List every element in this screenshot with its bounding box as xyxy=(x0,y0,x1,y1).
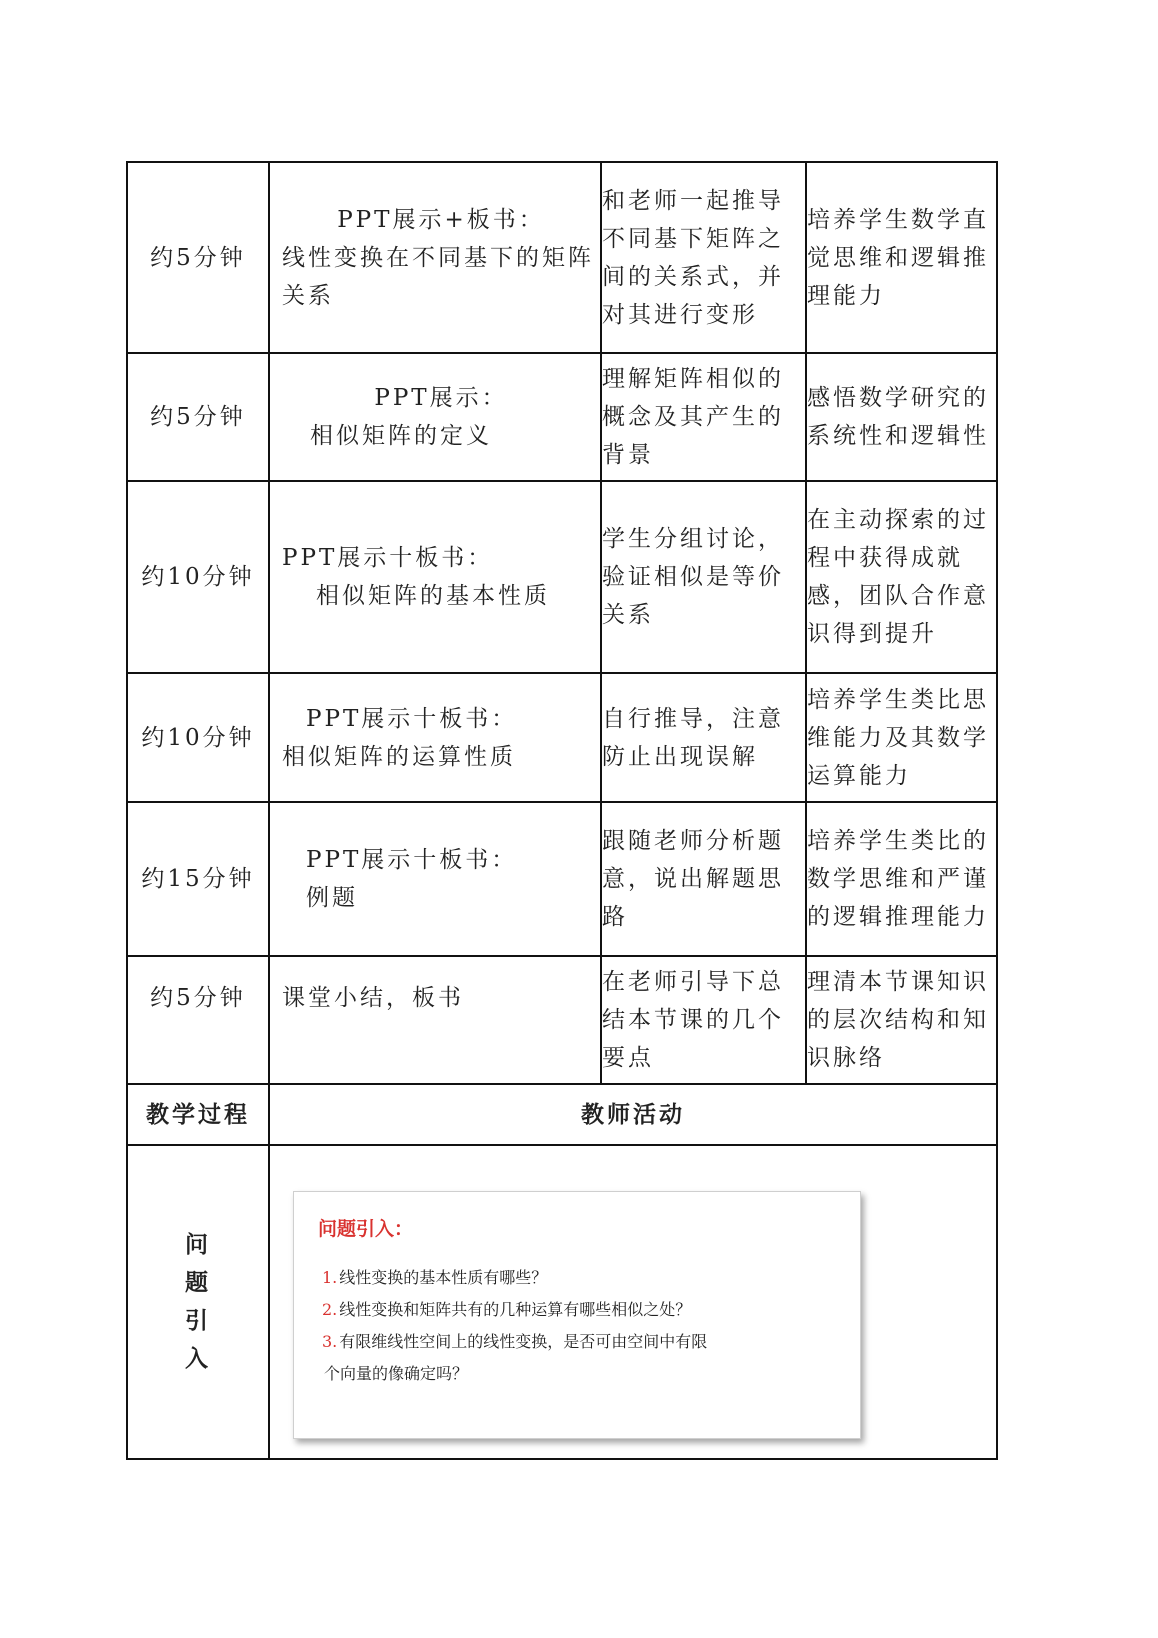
goal-cell: 感悟数学研究的系统性和逻辑性 xyxy=(806,353,997,481)
table-row xyxy=(127,673,997,802)
time-cell: 约10分钟 xyxy=(127,673,269,802)
time-cell: 约5分钟 xyxy=(127,162,269,353)
time-cell: 约10分钟 xyxy=(127,481,269,673)
goal-cell: 培养学生数学直觉思维和逻辑推理能力 xyxy=(806,162,997,353)
content-sub: 相似矩阵的运算性质 xyxy=(282,743,516,770)
question-item xyxy=(322,1358,842,1390)
goal-cell: 在主动探索的过程中获得成就感，团队合作意识得到提升 xyxy=(806,481,997,673)
content-cell xyxy=(269,956,601,1084)
header-row xyxy=(127,1084,997,1145)
question-text: 有限维线性空间上的线性变换，是否可由空间中有限 xyxy=(339,1332,708,1351)
time-cell: 约15分钟 xyxy=(127,802,269,956)
content-title: PPT展示十板书： xyxy=(306,847,518,873)
goal-cell: 理清本节课知识的层次结构和知识脉络 xyxy=(806,956,997,1084)
content-sub: 例题 xyxy=(306,885,358,911)
student-activity-cell: 自行推导，注意防止出现误解 xyxy=(601,673,806,802)
question-text: 线性变换的基本性质有哪些？ xyxy=(339,1268,548,1287)
content-cell xyxy=(269,481,601,673)
content-sub: 相似矩阵的基本性质 xyxy=(316,583,550,609)
slide-title: 问题引入： xyxy=(318,1218,414,1240)
student-activity-cell: 和老师一起推导不同基下矩阵之间的关系式，并对其进行变形 xyxy=(601,162,806,353)
time-cell: 约5分钟 xyxy=(127,353,269,481)
process-header: 教学过程 xyxy=(127,1084,269,1145)
question-text: 个向量的像确定吗？ xyxy=(324,1364,469,1383)
student-activity-cell: 在老师引导下总结本节课的几个要点 xyxy=(601,956,806,1084)
content-cell xyxy=(269,353,601,481)
question-item xyxy=(322,1326,842,1358)
content-title: PPT展示十板书： xyxy=(306,705,518,732)
table-row xyxy=(127,353,997,481)
goal-cell: 培养学生类比思维能力及其数学运算能力 xyxy=(806,673,997,802)
content-cell xyxy=(269,162,601,353)
table-row xyxy=(127,481,997,673)
table-row xyxy=(127,802,997,956)
section-label-char: 引 xyxy=(185,1308,211,1334)
content-title: 课堂小结，板书 xyxy=(282,985,464,1011)
content-title: PPT展示： xyxy=(374,385,508,411)
content-title: PPT展示+板书： xyxy=(337,206,545,233)
student-activity-cell: 跟随老师分析题意，说出解题思路 xyxy=(601,802,806,956)
question-item xyxy=(322,1294,842,1326)
content-sub: 相似矩阵的定义 xyxy=(310,423,492,449)
time-cell: 约5分钟 xyxy=(127,956,269,1084)
content-sub: 线性变换在不同基下的矩阵关系 xyxy=(282,244,594,309)
teacher-activity-header: 教师活动 xyxy=(269,1084,997,1145)
question-item xyxy=(322,1262,842,1294)
content-cell xyxy=(269,802,601,956)
student-activity-cell: 学生分组讨论，验证相似是等价关系 xyxy=(601,481,806,673)
section-label-char: 问 xyxy=(185,1232,211,1258)
section-label-char: 入 xyxy=(185,1346,211,1372)
content-cell xyxy=(269,673,601,802)
question-number: 2. xyxy=(322,1300,338,1319)
question-number: 1. xyxy=(322,1268,338,1287)
student-activity-cell: 理解矩阵相似的概念及其产生的背景 xyxy=(601,353,806,481)
question-number: 3. xyxy=(322,1332,338,1351)
section-label xyxy=(127,1145,269,1459)
content-title: PPT展示十板书： xyxy=(282,545,494,571)
table-row xyxy=(127,162,997,353)
question-text: 线性变换和矩阵共有的几种运算有哪些相似之处？ xyxy=(339,1300,692,1319)
goal-cell: 培养学生类比的数学思维和严谨的逻辑推理能力 xyxy=(806,802,997,956)
section-label-char: 题 xyxy=(185,1270,211,1296)
table-row xyxy=(127,956,997,1084)
ppt-slide-image xyxy=(293,1191,861,1439)
